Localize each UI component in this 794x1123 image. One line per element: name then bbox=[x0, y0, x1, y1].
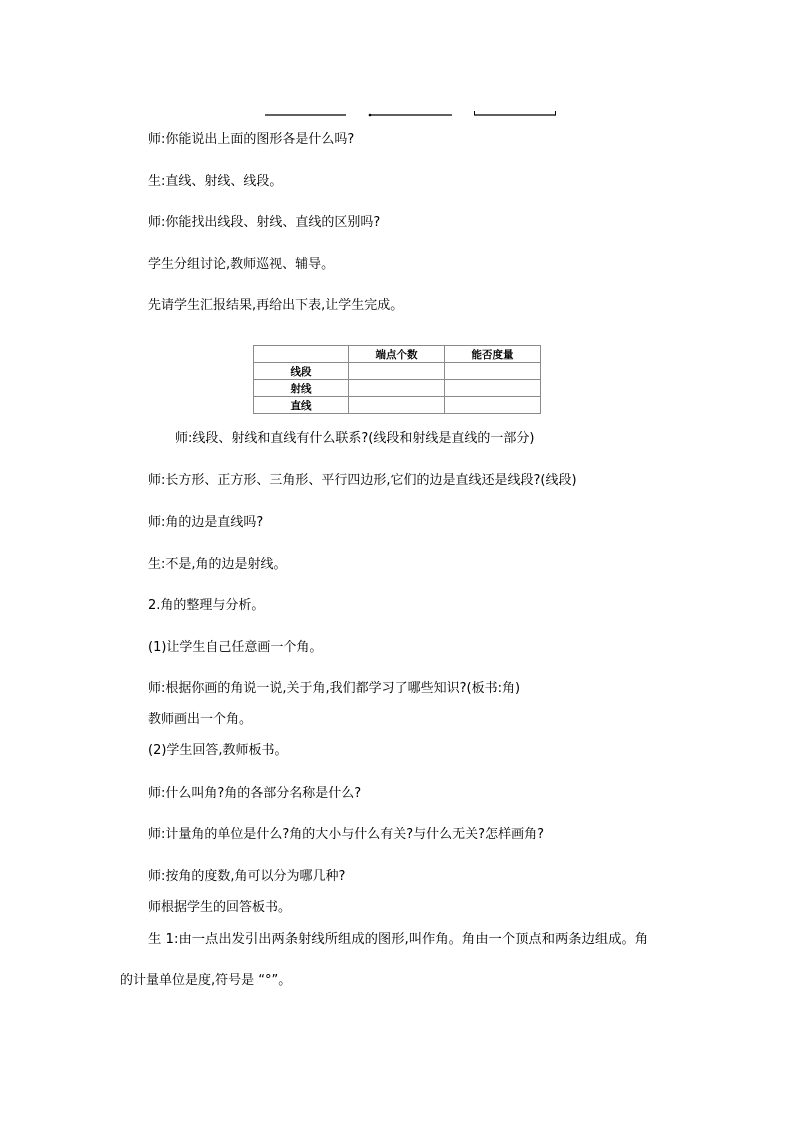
table-row bbox=[254, 397, 541, 414]
table-header-row bbox=[254, 346, 541, 363]
row-label: 直线 bbox=[254, 397, 349, 414]
paragraph: (1)让学生自己任意画一个角。 bbox=[148, 640, 323, 655]
endpoints-cell bbox=[349, 363, 445, 380]
endpoints-cell bbox=[349, 380, 445, 397]
line-figures bbox=[264, 106, 560, 120]
measurable-cell bbox=[445, 380, 541, 397]
table-header-cell: 能否度量 bbox=[445, 346, 541, 363]
table-row bbox=[254, 380, 541, 397]
ray-figure bbox=[369, 114, 452, 117]
row-label: 射线 bbox=[254, 380, 349, 397]
paragraph: (2)学生回答,教师板书。 bbox=[148, 743, 288, 758]
paragraph: 生 1:由一点出发引出两条射线所组成的图形,叫作角。角由一个顶点和两条边组成。角 bbox=[148, 932, 649, 947]
paragraph: 先请学生汇报结果,再给出下表,让学生完成。 bbox=[148, 298, 404, 313]
table-header-cell bbox=[254, 346, 349, 363]
section-heading: 2.角的整理与分析。 bbox=[148, 598, 265, 613]
paragraph: 师:你能说出上面的图形各是什么吗? bbox=[148, 132, 355, 147]
line-figure bbox=[474, 111, 556, 115]
paragraph: 师:按角的度数,角可以分为哪几种? bbox=[148, 869, 346, 884]
measurable-cell bbox=[445, 397, 541, 414]
paragraph: 师:线段、射线和直线有什么联系?(线段和射线是直线的一部分) bbox=[175, 431, 535, 446]
paragraph: 学生分组讨论,教师巡视、辅导。 bbox=[148, 257, 335, 272]
table-header-cell: 端点个数 bbox=[349, 346, 445, 363]
paragraph: 师:长方形、正方形、三角形、平行四边形,它们的边是直线还是线段?(线段) bbox=[148, 473, 577, 488]
paragraph: 生:不是,角的边是射线。 bbox=[148, 557, 287, 572]
paragraph: 教师画出一个角。 bbox=[148, 712, 253, 727]
paragraph: 师:计量角的单位是什么?角的大小与什么有关?与什么无关?怎样画角? bbox=[148, 827, 544, 842]
paragraph: 生:直线、射线、线段。 bbox=[148, 174, 283, 189]
paragraph: 师根据学生的回答板书。 bbox=[148, 900, 292, 915]
paragraph: 师:什么叫角?角的各部分名称是什么? bbox=[148, 786, 362, 801]
row-label: 线段 bbox=[254, 363, 349, 380]
table-row bbox=[254, 363, 541, 380]
paragraph: 的计量单位是度,符号是 “°”。 bbox=[120, 973, 292, 988]
measurable-cell bbox=[445, 363, 541, 380]
comparison-table bbox=[253, 345, 541, 414]
paragraph: 师:你能找出线段、射线、直线的区别吗? bbox=[148, 215, 381, 230]
paragraph: 师:角的边是直线吗? bbox=[148, 515, 264, 530]
paragraph: 师:根据你画的角说一说,关于角,我们都学习了哪些知识?(板书:角) bbox=[148, 681, 521, 696]
endpoints-cell bbox=[349, 397, 445, 414]
